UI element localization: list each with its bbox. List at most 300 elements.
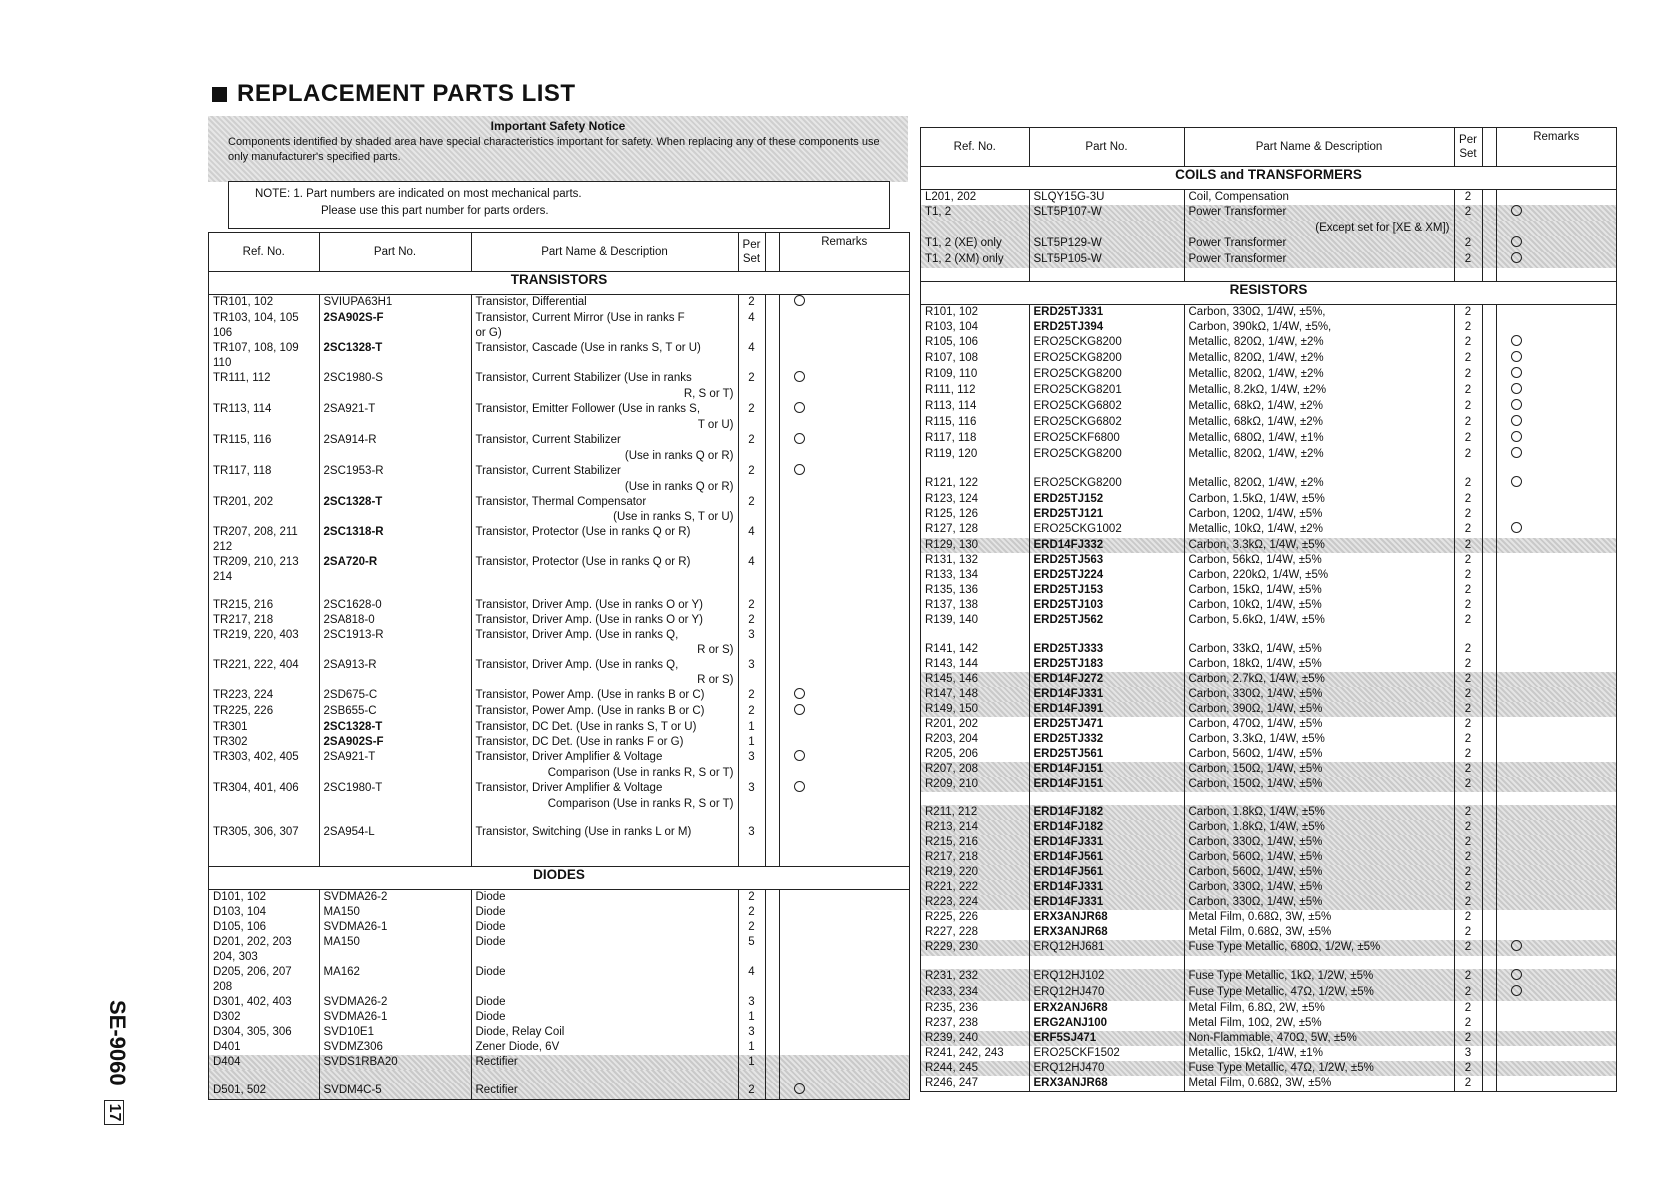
cell-gap — [1482, 252, 1496, 268]
cell-part: ERO25CKG8200 — [1029, 351, 1184, 367]
cell-remarks — [779, 480, 909, 495]
cell-part: 2SA921-T — [319, 750, 471, 766]
safety-circle-icon — [1511, 431, 1522, 442]
cell-part: ERQ12HJ681 — [1029, 940, 1184, 956]
cell-gap — [765, 356, 779, 371]
cell-ref: R219, 220 — [921, 865, 1029, 880]
cell-ref — [209, 449, 319, 464]
cell-qty: 2 — [1454, 910, 1482, 925]
cell-gap — [1482, 335, 1496, 351]
table-row — [921, 476, 1616, 492]
cell-qty: 2 — [1454, 880, 1482, 895]
table-row — [209, 598, 909, 613]
cell-qty: 2 — [1454, 747, 1482, 762]
cell-qty: 2 — [738, 598, 765, 613]
table-row — [209, 890, 909, 906]
cell-part: ERX3ANJR68 — [1029, 1076, 1184, 1091]
cell-desc — [471, 585, 738, 598]
table-row — [921, 221, 1616, 236]
cell-remarks — [779, 935, 909, 950]
table-row — [209, 935, 909, 950]
cell-desc: (Use in ranks Q or R) — [471, 480, 738, 495]
table-row — [921, 252, 1616, 268]
table-row — [209, 495, 909, 510]
cell-qty — [738, 585, 765, 598]
cell-gap — [1482, 985, 1496, 1001]
cell-desc: Fuse Type Metallic, 680Ω, 1/2W, ±5% — [1184, 940, 1454, 956]
table-row — [921, 367, 1616, 383]
cell-part: ERD14FJ561 — [1029, 850, 1184, 865]
cell-remarks — [1496, 657, 1616, 672]
cell-remarks — [1496, 880, 1616, 895]
cell-remarks — [779, 750, 909, 766]
table-row — [209, 704, 909, 720]
cell-part: 2SA902S-F — [319, 311, 471, 326]
col-remarks: Remarks — [1496, 128, 1616, 167]
cell-ref — [209, 853, 319, 867]
table-row — [209, 643, 909, 658]
cell-ref: R213, 214 — [921, 820, 1029, 835]
table-row — [209, 570, 909, 585]
cell-desc: Carbon, 150Ω, 1/4W, ±5% — [1184, 777, 1454, 792]
table-row — [209, 797, 909, 812]
cell-desc — [1184, 792, 1454, 805]
cell-remarks — [1496, 1001, 1616, 1016]
cell-desc: Diode — [471, 935, 738, 950]
cell-qty: 2 — [1454, 940, 1482, 956]
cell-qty — [1454, 268, 1482, 282]
cell-remarks — [779, 812, 909, 825]
cell-part: ERD14FJ331 — [1029, 880, 1184, 895]
cell-remarks — [1496, 642, 1616, 657]
cell-part: 2SB655-C — [319, 704, 471, 720]
cell-desc: R or S) — [471, 643, 738, 658]
cell-qty: 2 — [1454, 383, 1482, 399]
cell-qty: 2 — [1454, 820, 1482, 835]
cell-remarks — [779, 510, 909, 525]
cell-remarks — [1496, 492, 1616, 507]
cell-gap — [765, 1083, 779, 1099]
cell-remarks — [1496, 236, 1616, 252]
section-header-transistors — [209, 272, 909, 295]
cell-qty — [738, 570, 765, 585]
table-row — [921, 598, 1616, 613]
cell-part — [319, 540, 471, 555]
cell-remarks — [1496, 415, 1616, 431]
cell-gap — [1482, 895, 1496, 910]
cell-remarks — [1496, 598, 1616, 613]
cell-ref: TR215, 216 — [213, 599, 274, 611]
table-row — [209, 1070, 909, 1083]
cell-ref: TR303, 402, 405 — [213, 751, 299, 763]
cell-part: ERQ12HJ470 — [1029, 985, 1184, 1001]
cell-remarks — [1496, 925, 1616, 940]
cell-desc — [471, 840, 738, 853]
table-row — [209, 356, 909, 371]
cell-qty: 1 — [738, 735, 765, 750]
cell-desc: Carbon, 390Ω, 1/4W, ±5% — [1184, 702, 1454, 717]
cell-remarks — [779, 598, 909, 613]
cell-qty: 2 — [1454, 553, 1482, 568]
table-row — [209, 980, 909, 995]
cell-gap — [765, 1010, 779, 1025]
cell-gap — [1482, 431, 1496, 447]
cell-qty — [738, 853, 765, 867]
table-row — [921, 910, 1616, 925]
cell-remarks — [779, 433, 909, 449]
cell-desc: Transistor, Driver Amp. (Use in ranks O or Y) — [471, 613, 738, 628]
cell-qty: 2 — [1454, 236, 1482, 252]
table-row — [921, 895, 1616, 910]
cell-part — [319, 673, 471, 688]
cell-part — [319, 1070, 471, 1083]
cell-part — [1029, 628, 1184, 641]
safety-circle-icon — [1511, 522, 1522, 533]
cell-desc — [471, 356, 738, 371]
cell-remarks — [779, 905, 909, 920]
cell-qty — [738, 797, 765, 812]
cell-remarks — [779, 704, 909, 720]
cell-ref — [209, 840, 319, 853]
notice-body: Components identified by shaded area have special characteristics important for safety. When replacing any of these components use only manufacturer's specified parts. — [228, 136, 880, 163]
cell-remarks — [779, 673, 909, 688]
cell-ref: D105, 106 — [213, 921, 267, 933]
cell-gap — [765, 585, 779, 598]
cell-ref: TR219, 220, 403 — [213, 629, 299, 641]
cell-ref: R123, 124 — [925, 493, 979, 506]
cell-ref: TR209, 210, 213 — [213, 556, 299, 568]
cell-desc: Transistor, Driver Amplifier & Voltage — [471, 750, 738, 766]
cell-ref: R225, 226 — [925, 910, 979, 923]
col-desc: Part Name & Description — [1184, 128, 1454, 167]
cell-desc: Metallic, 68kΩ, 1/4W, ±2% — [1184, 415, 1454, 431]
cell-part — [319, 980, 471, 995]
cell-gap — [1482, 205, 1496, 221]
cell-desc: Metal Film, 6.8Ω, 2W, ±5% — [1184, 1001, 1454, 1016]
cell-remarks — [1496, 252, 1616, 268]
cell-desc: Diode — [471, 890, 738, 906]
cell-ref: R221, 222 — [921, 880, 1029, 895]
cell-desc: Carbon, 120Ω, 1/4W, ±5% — [1184, 507, 1454, 522]
table-row — [921, 236, 1616, 252]
table-row — [209, 464, 909, 480]
table-row — [921, 583, 1616, 598]
cell-gap — [1482, 732, 1496, 747]
cell-desc: Metallic, 68kΩ, 1/4W, ±2% — [1184, 399, 1454, 415]
table-row — [921, 732, 1616, 747]
safety-circle-icon — [794, 688, 805, 699]
safety-circle-icon — [1511, 447, 1522, 458]
cell-remarks — [779, 628, 909, 643]
cell-part: ERD25TJ332 — [1029, 732, 1184, 747]
cell-qty: 2 — [1454, 320, 1482, 335]
section-header-resistors — [921, 282, 1616, 305]
cell-gap — [765, 853, 779, 867]
cell-part: ERD25TJ152 — [1029, 492, 1184, 507]
cell-ref: R113, 114 — [925, 400, 977, 412]
cell-part: 2SA913-R — [319, 658, 471, 673]
cell-part: SLT5P105-W — [1029, 252, 1184, 268]
cell-ref: T1, 2 (XE) only — [921, 236, 1029, 252]
cell-part: SVDMA26-1 — [319, 920, 471, 935]
cell-part: 2SA914-R — [319, 433, 471, 449]
cell-part — [319, 570, 471, 585]
cell-gap — [765, 449, 779, 464]
safety-circle-icon — [794, 402, 805, 413]
cell-desc: Transistor, Emitter Follower (Use in ranks S, — [471, 402, 738, 418]
table-row — [921, 880, 1616, 895]
safety-circle-icon — [1511, 236, 1522, 247]
cell-ref: TR115, 116 — [213, 434, 272, 446]
cell-remarks — [779, 495, 909, 510]
table-row — [921, 1046, 1616, 1061]
cell-ref: T1, 2 (XM) only — [921, 252, 1029, 268]
table-row — [209, 371, 909, 387]
cell-gap — [1482, 1061, 1496, 1076]
cell-ref: R111, 112 — [925, 384, 976, 396]
cell-part: 2SC1318-R — [319, 525, 471, 540]
cell-part: ERD14FJ151 — [1029, 762, 1184, 777]
cell-desc: Comparison (Use in ranks R, S or T) — [471, 797, 738, 812]
safety-circle-icon — [1511, 985, 1522, 996]
cell-ref: TR117, 118 — [213, 465, 272, 477]
cell-part: 2SC1328-T — [319, 341, 471, 356]
cell-part: ERO25CKG8200 — [1029, 367, 1184, 383]
safety-circle-icon — [1511, 969, 1522, 980]
cell-qty — [738, 356, 765, 371]
cell-gap — [765, 735, 779, 750]
cell-desc: Metal Film, 0.68Ω, 3W, ±5% — [1184, 1076, 1454, 1091]
cell-part — [319, 643, 471, 658]
cell-gap — [1482, 820, 1496, 835]
cell-desc: or G) — [471, 326, 738, 341]
cell-desc: Carbon, 10kΩ, 1/4W, ±5% — [1184, 598, 1454, 613]
cell-gap — [765, 598, 779, 613]
cell-qty: 3 — [738, 750, 765, 766]
cell-ref: R207, 208 — [921, 762, 1029, 777]
cell-gap — [765, 658, 779, 673]
table-row — [209, 1040, 909, 1055]
cell-gap — [1482, 628, 1496, 641]
cell-desc: Carbon, 330Ω, 1/4W, ±5% — [1184, 895, 1454, 910]
section-title: RESISTORS — [921, 282, 1616, 305]
cell-part: ERD25TJ121 — [1029, 507, 1184, 522]
cell-remarks — [1496, 747, 1616, 762]
cell-remarks — [1496, 792, 1616, 805]
cell-remarks — [779, 995, 909, 1010]
cell-gap — [1482, 910, 1496, 925]
table-row — [209, 555, 909, 570]
cell-remarks — [1496, 553, 1616, 568]
cell-desc — [471, 812, 738, 825]
cell-desc: Comparison (Use in ranks R, S or T) — [471, 766, 738, 781]
cell-gap — [765, 295, 779, 312]
table-header — [921, 128, 1616, 167]
cell-gap — [1482, 642, 1496, 657]
cell-desc: Transistor, Current Mirror (Use in ranks F — [471, 311, 738, 326]
cell-desc: Transistor, Driver Amp. (Use in ranks Q, — [471, 658, 738, 673]
cell-remarks — [779, 766, 909, 781]
cell-qty: 2 — [1454, 583, 1482, 598]
cell-remarks — [1496, 613, 1616, 628]
cell-desc: Transistor, Thermal Compensator — [471, 495, 738, 510]
cell-remarks — [1496, 305, 1616, 321]
cell-part — [319, 326, 471, 341]
cell-gap — [765, 920, 779, 935]
cell-ref: 208 — [213, 981, 233, 993]
cell-qty: 2 — [738, 890, 765, 906]
cell-remarks — [779, 585, 909, 598]
cell-ref: R227, 228 — [925, 925, 979, 938]
cell-gap — [1482, 880, 1496, 895]
note-line-1: NOTE: 1. Part numbers are indicated on most mechanical parts. — [255, 188, 582, 200]
cell-part: ERD25TJ471 — [1029, 717, 1184, 732]
cell-part — [319, 510, 471, 525]
table-row — [209, 295, 909, 312]
cell-gap — [765, 812, 779, 825]
cell-qty — [1454, 221, 1482, 236]
cell-qty: 2 — [738, 920, 765, 935]
table-row — [921, 447, 1616, 463]
cell-part — [319, 766, 471, 781]
cell-qty: 2 — [1454, 702, 1482, 717]
note-line-2: Please use this part number for parts orders. — [321, 205, 549, 217]
cell-remarks — [1496, 1061, 1616, 1076]
cell-ref: R229, 230 — [921, 940, 1029, 956]
table-row — [209, 1025, 909, 1040]
cell-desc: Power Transformer — [1184, 236, 1454, 252]
cell-desc: Coil, Compensation — [1184, 190, 1454, 206]
cell-ref — [921, 463, 1029, 476]
cell-part: 2SC1328-T — [319, 720, 471, 735]
table-row — [921, 1076, 1616, 1091]
safety-circle-icon — [1511, 335, 1522, 346]
cell-qty: 2 — [1454, 895, 1482, 910]
cell-remarks — [779, 920, 909, 935]
cell-part: 2SA954-L — [319, 825, 471, 840]
col-desc: Part Name & Description — [471, 233, 738, 272]
cell-part: ERO25CKG8200 — [1029, 476, 1184, 492]
cell-gap — [765, 750, 779, 766]
col-ref: Ref. No. — [921, 128, 1029, 167]
cell-qty: 2 — [1454, 507, 1482, 522]
table-row — [921, 1031, 1616, 1046]
cell-part: SLT5P107-W — [1029, 205, 1184, 221]
cell-ref: R125, 126 — [925, 508, 979, 521]
cell-desc: Transistor, Current Stabilizer (Use in ranks — [471, 371, 738, 387]
table-row — [209, 995, 909, 1010]
cell-qty: 2 — [1454, 1061, 1482, 1076]
cell-desc: Metallic, 820Ω, 1/4W, ±2% — [1184, 447, 1454, 463]
table-row — [921, 205, 1616, 221]
cell-gap — [765, 1040, 779, 1055]
cell-remarks — [779, 950, 909, 965]
cell-gap — [1482, 865, 1496, 880]
cell-gap — [765, 341, 779, 356]
cell-remarks — [779, 840, 909, 853]
cell-qty: 2 — [1454, 732, 1482, 747]
safety-circle-icon — [794, 371, 805, 382]
table-row — [209, 1010, 909, 1025]
cell-part: ERD14FJ391 — [1029, 702, 1184, 717]
cell-ref: R129, 130 — [921, 538, 1029, 553]
cell-ref: R109, 110 — [925, 368, 978, 380]
cell-desc: Carbon, 220kΩ, 1/4W, ±5% — [1184, 568, 1454, 583]
cell-desc: Carbon, 3.3kΩ, 1/4W, ±5% — [1184, 538, 1454, 553]
cell-gap — [1482, 969, 1496, 985]
table-row — [209, 658, 909, 673]
cell-gap — [765, 905, 779, 920]
cell-remarks — [1496, 1031, 1616, 1046]
cell-remarks — [1496, 1046, 1616, 1061]
cell-remarks — [1496, 850, 1616, 865]
cell-qty: 2 — [1454, 399, 1482, 415]
col-perset: Per Set — [738, 233, 765, 272]
cell-qty: 2 — [1454, 598, 1482, 613]
cell-gap — [1482, 956, 1496, 969]
table-row — [209, 1083, 909, 1099]
table-row — [921, 507, 1616, 522]
cell-remarks — [1496, 320, 1616, 335]
col-part: Part No. — [1029, 128, 1184, 167]
cell-desc — [471, 980, 738, 995]
cell-qty: 2 — [738, 433, 765, 449]
cell-part — [1029, 792, 1184, 805]
cell-part — [1029, 463, 1184, 476]
cell-gap — [1482, 1046, 1496, 1061]
cell-gap — [1482, 351, 1496, 367]
cell-remarks — [1496, 1016, 1616, 1031]
cell-qty: 1 — [738, 1040, 765, 1055]
cell-part: ERO25CKG8201 — [1029, 383, 1184, 399]
cell-qty — [1454, 463, 1482, 476]
cell-desc: Transistor, Current Stabilizer — [471, 433, 738, 449]
cell-ref: R143, 144 — [925, 657, 979, 670]
table-row — [921, 431, 1616, 447]
cell-part — [319, 449, 471, 464]
cell-desc: Carbon, 2.7kΩ, 1/4W, ±5% — [1184, 672, 1454, 687]
cell-gap — [1482, 1016, 1496, 1031]
table-row — [921, 305, 1616, 321]
cell-desc — [471, 853, 738, 867]
cell-remarks — [1496, 538, 1616, 553]
cell-remarks — [779, 387, 909, 402]
cell-gap — [1482, 805, 1496, 820]
safety-circle-icon — [1511, 351, 1522, 362]
cell-remarks — [779, 326, 909, 341]
cell-part: SVDM4C-5 — [319, 1083, 471, 1099]
cell-ref: TR225, 226 — [213, 705, 274, 717]
cell-desc: Metallic, 15kΩ, 1/4W, ±1% — [1184, 1046, 1454, 1061]
cell-ref — [209, 812, 319, 825]
table-row — [921, 969, 1616, 985]
cell-gap — [1482, 507, 1496, 522]
cell-qty — [738, 326, 765, 341]
cell-gap — [1482, 553, 1496, 568]
cell-ref: TR101, 102 — [213, 296, 274, 308]
cell-qty: 2 — [1454, 717, 1482, 732]
cell-desc: Metallic, 10kΩ, 1/4W, ±2% — [1184, 522, 1454, 538]
table-row — [921, 925, 1616, 940]
cell-gap — [765, 965, 779, 980]
cell-ref: TR304, 401, 406 — [213, 782, 299, 794]
cell-qty: 2 — [1454, 568, 1482, 583]
cell-remarks — [1496, 522, 1616, 538]
cell-desc: Carbon, 330Ω, 1/4W, ±5% — [1184, 835, 1454, 850]
cell-qty — [738, 812, 765, 825]
cell-gap — [1482, 940, 1496, 956]
cell-desc — [1184, 628, 1454, 641]
